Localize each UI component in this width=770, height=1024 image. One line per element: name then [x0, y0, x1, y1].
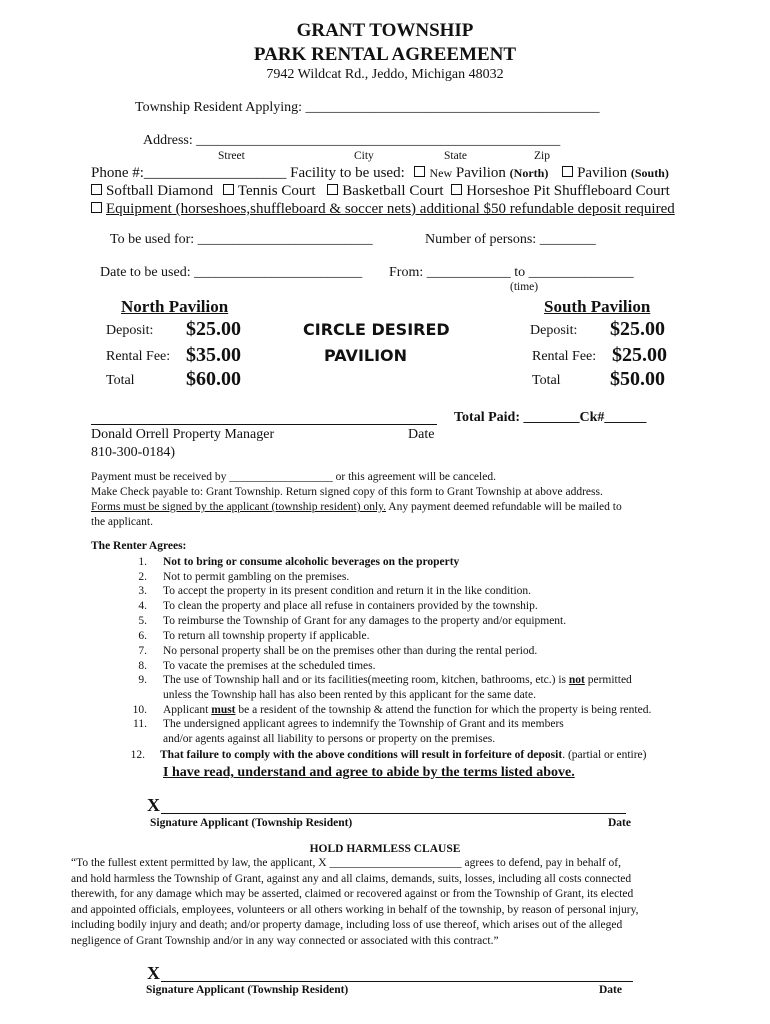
- time-label: (time): [510, 281, 539, 293]
- state-label: State: [444, 150, 467, 162]
- item-number: 3.: [138, 585, 147, 597]
- payment-line-2: Make Check payable to: Grant Township. Return signed copy of this form to Grant Township at above address.: [91, 486, 603, 498]
- total-paid-field[interactable]: Total Paid: ________Ck#______: [454, 410, 647, 425]
- renter-item-1: Not to bring or consume alcoholic beverages on the property: [163, 556, 460, 568]
- north-total-value: $60.00: [186, 368, 241, 390]
- payment-line-1: Payment must be received by __________________ or this agreement will be canceled.: [91, 471, 496, 483]
- facilities-row: [91, 183, 670, 200]
- renter-item-11: The undersigned applicant agrees to indemnify the Township of Grant and its members: [163, 718, 564, 730]
- north-deposit-value: $25.00: [186, 318, 241, 340]
- renter-item-9-cont: unless the Township hall has also been rented by this applicant for the same date.: [163, 689, 536, 701]
- renter-item-9: [163, 674, 632, 686]
- signature-label-1: Signature Applicant (Township Resident): [150, 817, 353, 829]
- item-12-text: That failure to comply with the above conditions will result in forfeiture of deposit: [160, 749, 563, 761]
- item-12-partial: . (partial or entire): [562, 749, 647, 761]
- checkbox-pavilion-south[interactable]: [562, 166, 573, 177]
- renter-item-7: No personal property shall be on the premises other than during the rental period.: [163, 645, 538, 657]
- north-deposit-label: Deposit:: [106, 323, 154, 338]
- renter-item-8: To vacate the premises at the scheduled times.: [163, 660, 376, 672]
- renter-item-5: To reimburse the Township of Grant for any damages to the property and/or equipment.: [163, 615, 567, 627]
- phone-field[interactable]: Phone #:___________________ Facility to be used:: [91, 165, 405, 181]
- zip-label: Zip: [534, 150, 550, 162]
- item-number: 8.: [138, 660, 147, 672]
- item-9-permitted: permitted: [587, 674, 632, 686]
- signature-label-2: Signature Applicant (Township Resident): [146, 984, 349, 996]
- renter-item-10: [163, 704, 651, 716]
- north-fee-label: Rental Fee:: [106, 349, 171, 364]
- hold-harmless-line: negligence of Grant Township and/or in any way connected or associated with this contract.”: [71, 934, 499, 947]
- item-10-must: must: [211, 704, 236, 716]
- south-total-value: $50.00: [610, 368, 665, 390]
- title-line-2: PARK RENTAL AGREEMENT: [253, 44, 517, 65]
- renter-item-6: To return all township property if applicable.: [163, 630, 370, 642]
- checkbox-new-pavilion-north[interactable]: [414, 166, 425, 177]
- south-tag: (South): [630, 166, 669, 180]
- item-number: 6.: [138, 630, 147, 642]
- south-fee-value: $25.00: [612, 344, 667, 366]
- basketball-label: Basketball Court: [342, 183, 444, 199]
- item-number: 12.: [130, 749, 145, 761]
- signature-x-1: X: [147, 795, 160, 815]
- hold-harmless-line: “To the fullest extent permitted by law, the applicant, X _______________________ agrees to defend, pay in behalf of,: [71, 857, 621, 869]
- hold-harmless-line: and hold harmless the Township of Grant, against any and all claims, demands, suits, losses, including all costs connected: [71, 872, 632, 885]
- payment-line-4: the applicant.: [91, 516, 153, 528]
- signature-line-1[interactable]: [161, 813, 626, 814]
- north-total-label: Total: [106, 373, 135, 388]
- signature-date-1: Date: [608, 817, 631, 829]
- south-fee-label: Rental Fee:: [532, 349, 597, 364]
- item-number: 10.: [132, 704, 147, 716]
- manager-signature-line[interactable]: [91, 424, 437, 425]
- south-deposit-value: $25.00: [610, 318, 665, 340]
- resident-field[interactable]: Township Resident Applying: __________________________________________: [135, 100, 600, 115]
- item-10-rest: be a resident of the township & attend the function for which the property is being rented.: [238, 704, 652, 716]
- tennis-label: Tennis Court: [237, 183, 316, 199]
- item-number: 9.: [138, 674, 147, 686]
- city-label: City: [354, 150, 374, 162]
- renter-item-11-cont: and/or agents against all liability to persons or property on the premises.: [163, 733, 496, 745]
- manager-phone: 810-300-0184): [91, 445, 175, 460]
- north-fee-value: $35.00: [186, 344, 241, 366]
- signed-by-applicant-note: Forms must be signed by the applicant (township resident) only.: [91, 501, 387, 513]
- checkbox-tennis[interactable]: [223, 184, 234, 195]
- date-used-field[interactable]: Date to be used: ________________________: [100, 265, 363, 280]
- renter-item-3: To accept the property in its present condition and return it in the like condition.: [163, 585, 532, 597]
- pavilion-text: PAVILION: [324, 346, 408, 365]
- circle-desired-text: CIRCLE DESIRED: [303, 320, 450, 339]
- checkbox-softball[interactable]: [91, 184, 102, 195]
- persons-field[interactable]: Number of persons: ________: [425, 232, 596, 247]
- hold-harmless-line: and appointed officials, employees, volunteers or all others working in behalf of the township, by reason of personal injury,: [71, 903, 639, 916]
- time-from-to-field[interactable]: From: ____________ to _______________: [389, 265, 634, 280]
- signature-date-2: Date: [599, 984, 622, 996]
- item-number: 4.: [138, 600, 147, 612]
- south-deposit-label: Deposit:: [530, 323, 578, 338]
- signature-x-2: X: [147, 963, 160, 983]
- hold-harmless-line: therewith, for any damage which may be asserted, claimed or recovered against or from the Township of Grant, its elected: [71, 888, 634, 900]
- hold-harmless-title: HOLD HARMLESS CLAUSE: [309, 843, 461, 855]
- renter-item-4: To clean the property and place all refuse in containers provided by the township.: [163, 600, 538, 612]
- manager-date-label: Date: [408, 427, 435, 442]
- street-label: Street: [218, 150, 245, 162]
- softball-label: Softball Diamond: [106, 183, 214, 199]
- checkbox-basketball[interactable]: [327, 184, 338, 195]
- north-pavilion-title: North Pavilion: [121, 297, 229, 316]
- used-for-field[interactable]: To be used for: _________________________: [110, 232, 373, 247]
- south-pavilion-title: South Pavilion: [544, 297, 651, 316]
- checkbox-horseshoe[interactable]: [451, 184, 462, 195]
- north-tag: (North): [509, 166, 549, 180]
- pavilion-south-label: Pavilion: [577, 165, 628, 181]
- checkbox-equipment[interactable]: [91, 202, 102, 213]
- payment-line-3: [91, 501, 622, 513]
- item-number: 5.: [138, 615, 147, 627]
- renter-item-12: [160, 749, 646, 761]
- item-number: 11.: [133, 718, 147, 730]
- item-10-text: Applicant: [163, 704, 209, 716]
- renter-heading: The Renter Agrees:: [91, 540, 187, 552]
- item-number: 1.: [138, 556, 147, 568]
- township-address: 7942 Wildcat Rd., Jeddo, Michigan 48032: [266, 67, 504, 82]
- equipment-label: Equipment (horseshoes,shuffleboard & soccer nets) additional $50 refundable deposit required: [106, 201, 675, 217]
- hold-harmless-line: including bodily injury and death; and/or property damage, including loss of use thereof, which arises out of the alleged: [71, 919, 623, 931]
- item-9-text: The use of Township hall and or its facilities(meeting room, kitchen, bathrooms, etc.) is: [163, 674, 566, 686]
- phone-row: [91, 165, 669, 182]
- title-line-1: GRANT TOWNSHIP: [296, 20, 474, 41]
- equipment-row: [91, 201, 675, 218]
- renter-item-2: Not to permit gambling on the premises.: [163, 571, 350, 583]
- item-number: 2.: [138, 571, 147, 583]
- signature-line-2[interactable]: [161, 981, 633, 982]
- item-9-not: not: [568, 674, 585, 686]
- manager-name: Donald Orrell Property Manager: [91, 427, 275, 442]
- refund-note: Any payment deemed refundable will be mailed to: [386, 501, 622, 513]
- new-prefix: New: [429, 166, 453, 180]
- south-total-label: Total: [532, 373, 561, 388]
- horseshoe-label: Horseshoe Pit Shuffleboard Court: [466, 183, 670, 199]
- address-field[interactable]: Address: ____________________________________________________: [143, 133, 561, 148]
- item-number: 7.: [138, 645, 147, 657]
- agree-statement: I have read, understand and agree to abide by the terms listed above.: [163, 765, 575, 780]
- pavilion-north-label: Pavilion: [455, 165, 506, 181]
